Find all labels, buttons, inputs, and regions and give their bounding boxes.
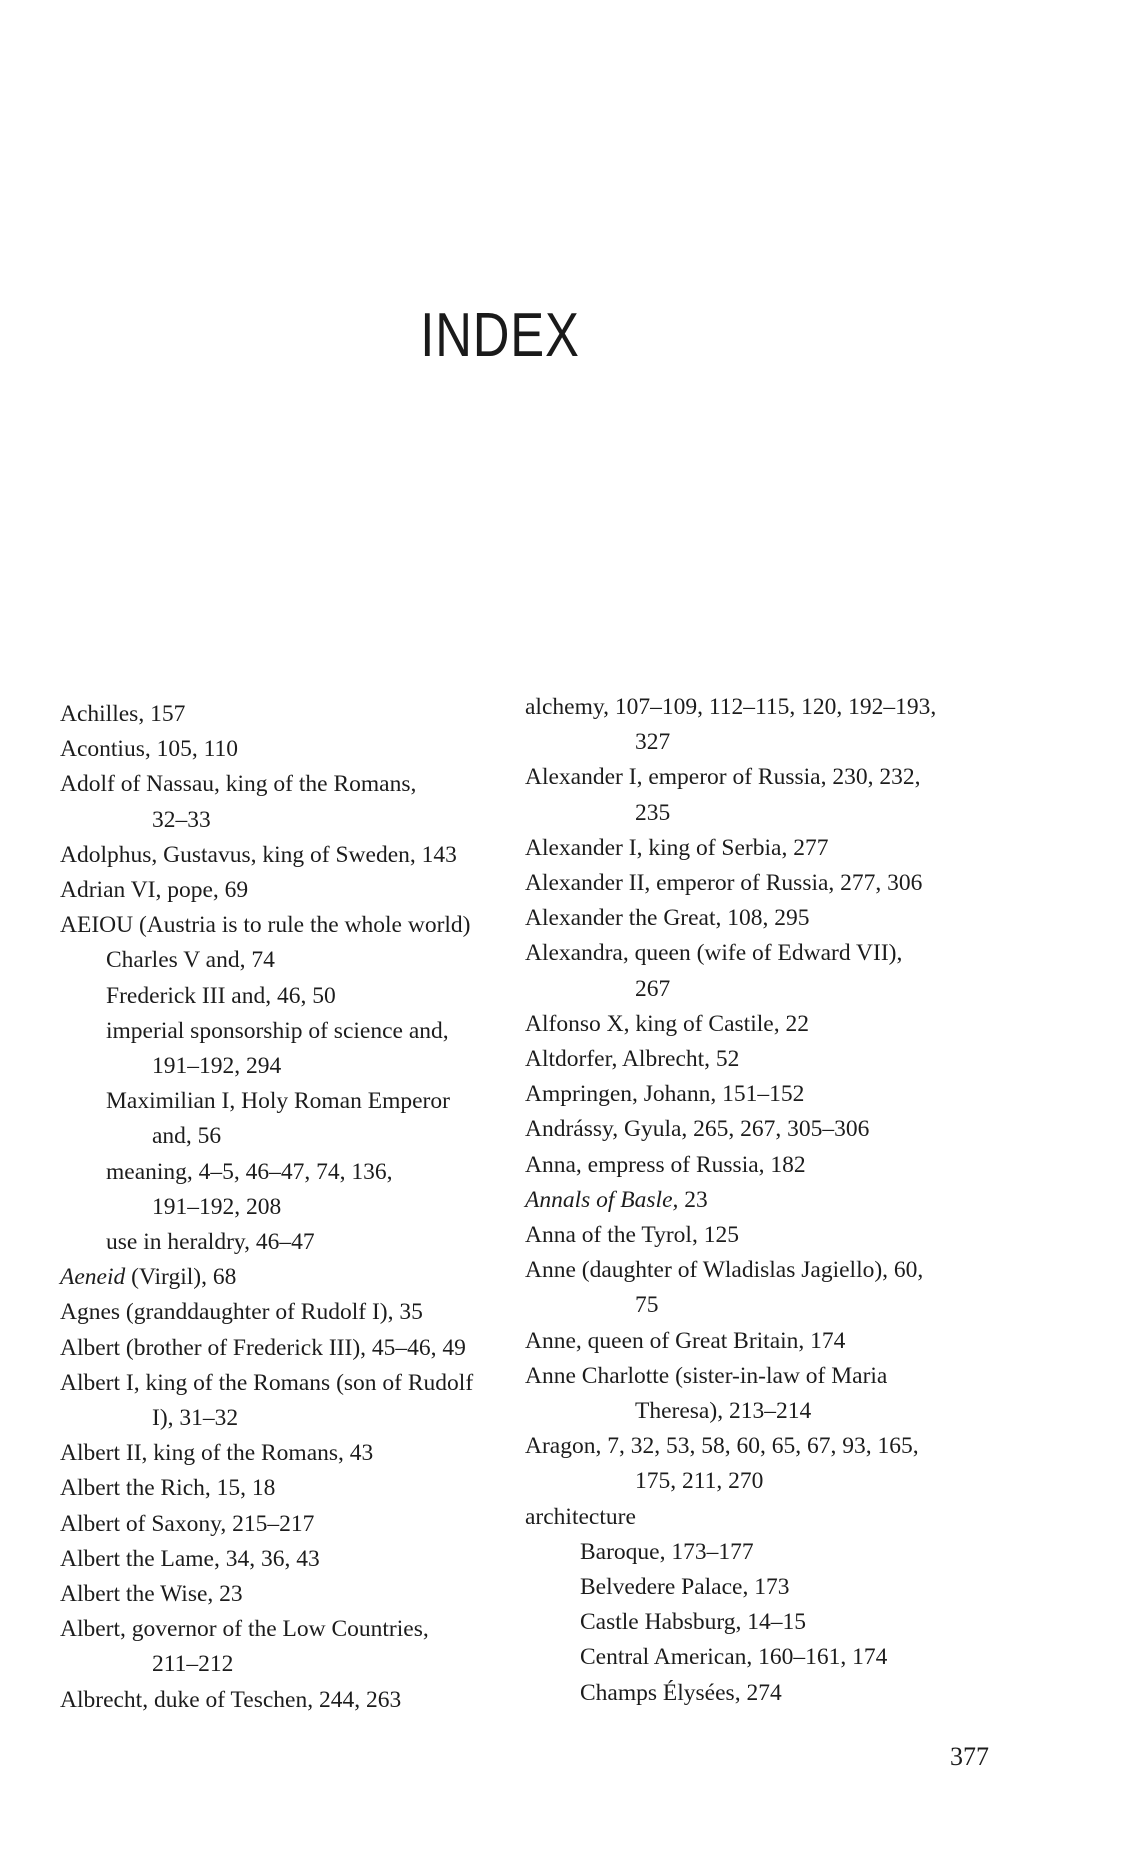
index-entry: Ampringen, Johann, 151–152 xyxy=(525,1081,805,1108)
index-entry: Albert of Saxony, 215–217 xyxy=(60,1510,315,1537)
index-entry: Alfonso X, king of Castile, 22 xyxy=(525,1010,809,1037)
index-subentry: Maximilian I, Holy Roman Emperor xyxy=(106,1088,450,1115)
index-entry: Alexander the Great, 108, 295 xyxy=(525,905,810,932)
index-entry: Aragon, 7, 32, 53, 58, 60, 65, 67, 93, 165, xyxy=(525,1433,919,1460)
index-entry: architecture xyxy=(525,1503,636,1530)
index-entry xyxy=(60,1260,510,1295)
book-title-aeneid: Aeneid xyxy=(60,1264,126,1291)
index-entry-continuation: 327 xyxy=(635,729,671,756)
index-subentry: Charles V and, 74 xyxy=(106,947,275,974)
index-column-left xyxy=(60,697,510,1718)
index-entry-continuation: I), 31–32 xyxy=(152,1405,239,1432)
index-entry-continuation: 235 xyxy=(635,799,671,826)
index-entry: Adrian VI, pope, 69 xyxy=(60,877,249,904)
index-entry-continuation: Theresa), 213–214 xyxy=(635,1398,812,1425)
book-title-annals: Annals of Basle, xyxy=(525,1186,679,1213)
index-entry: Albert the Rich, 15, 18 xyxy=(60,1475,276,1502)
index-entry xyxy=(525,1183,985,1218)
index-entry-continuation: 267 xyxy=(635,975,671,1002)
index-entry: Albert the Wise, 23 xyxy=(60,1581,243,1608)
index-entry: Anne Charlotte (sister-in-law of Maria xyxy=(525,1362,888,1389)
index-subentry: Champs Élysées, 274 xyxy=(580,1679,782,1706)
index-entry: Anne, queen of Great Britain, 174 xyxy=(525,1327,846,1354)
index-entry: alchemy, 107–109, 112–115, 120, 192–193, xyxy=(525,694,937,720)
index-entry: Alexander I, king of Serbia, 277 xyxy=(525,834,829,861)
index-entry: Albrecht, duke of Teschen, 244, 263 xyxy=(60,1686,402,1713)
index-subentry: imperial sponsorship of science and, xyxy=(106,1017,449,1044)
index-subentry: Baroque, 173–177 xyxy=(580,1538,754,1565)
index-entry: Anna, empress of Russia, 182 xyxy=(525,1151,806,1178)
index-entry-continuation: 32–33 xyxy=(152,806,211,833)
index-subentry: use in heraldry, 46–47 xyxy=(106,1229,315,1256)
index-entry: Albert (brother of Frederick III), 45–46, 49 xyxy=(60,1334,466,1361)
index-entry: Adolphus, Gustavus, king of Sweden, 143 xyxy=(60,841,457,868)
index-entry: Anne (daughter of Wladislas Jagiello), 60, xyxy=(525,1257,924,1284)
index-entry-continuation: 211–212 xyxy=(152,1651,234,1678)
index-entry: Albert the Lame, 34, 36, 43 xyxy=(60,1545,320,1572)
index-entry: Albert I, king of the Romans (son of Rudolf xyxy=(60,1369,474,1396)
index-entry-text: (Virgil), 68 xyxy=(125,1264,237,1291)
index-entry: Acontius, 105, 110 xyxy=(60,736,238,763)
index-entry: Achilles, 157 xyxy=(60,701,186,727)
index-entry: AEIOU (Austria is to rule the whole world) xyxy=(60,912,471,939)
index-subentry: Frederick III and, 46, 50 xyxy=(106,982,336,1009)
index-entry: Albert II, king of the Romans, 43 xyxy=(60,1440,374,1467)
index-entry: Altdorfer, Albrecht, 52 xyxy=(525,1046,740,1073)
index-column-right xyxy=(525,690,985,1711)
index-entry-continuation: 191–192, 294 xyxy=(152,1053,282,1080)
index-subentry: Belvedere Palace, 173 xyxy=(580,1574,790,1601)
index-entry-continuation: 75 xyxy=(635,1292,659,1319)
index-entry-continuation: 175, 211, 270 xyxy=(635,1468,764,1495)
page-number: 377 xyxy=(950,1742,989,1771)
index-entry: Alexander I, emperor of Russia, 230, 232, xyxy=(525,764,921,791)
index-entry: Anna of the Tyrol, 125 xyxy=(525,1222,739,1249)
index-entry: Albert, governor of the Low Countries, xyxy=(60,1616,429,1643)
index-entry-text: 23 xyxy=(678,1186,708,1213)
index-entry-continuation: 191–192, 208 xyxy=(152,1193,282,1220)
index-entry: Alexander II, emperor of Russia, 277, 306 xyxy=(525,870,923,897)
index-entry: Andrássy, Gyula, 265, 267, 305–306 xyxy=(525,1116,870,1143)
index-entry: Alexandra, queen (wife of Edward VII), xyxy=(525,940,903,967)
index-subentry: meaning, 4–5, 46–47, 74, 136, xyxy=(106,1158,393,1185)
index-subentry: Castle Habsburg, 14–15 xyxy=(580,1609,807,1636)
index-subentry: Central American, 160–161, 174 xyxy=(580,1644,888,1671)
index-entry-continuation: and, 56 xyxy=(152,1123,222,1150)
index-entry: Adolf of Nassau, king of the Romans, xyxy=(60,771,417,798)
page-title: INDEX xyxy=(420,301,580,370)
index-entry: Agnes (granddaughter of Rudolf I), 35 xyxy=(60,1299,423,1326)
